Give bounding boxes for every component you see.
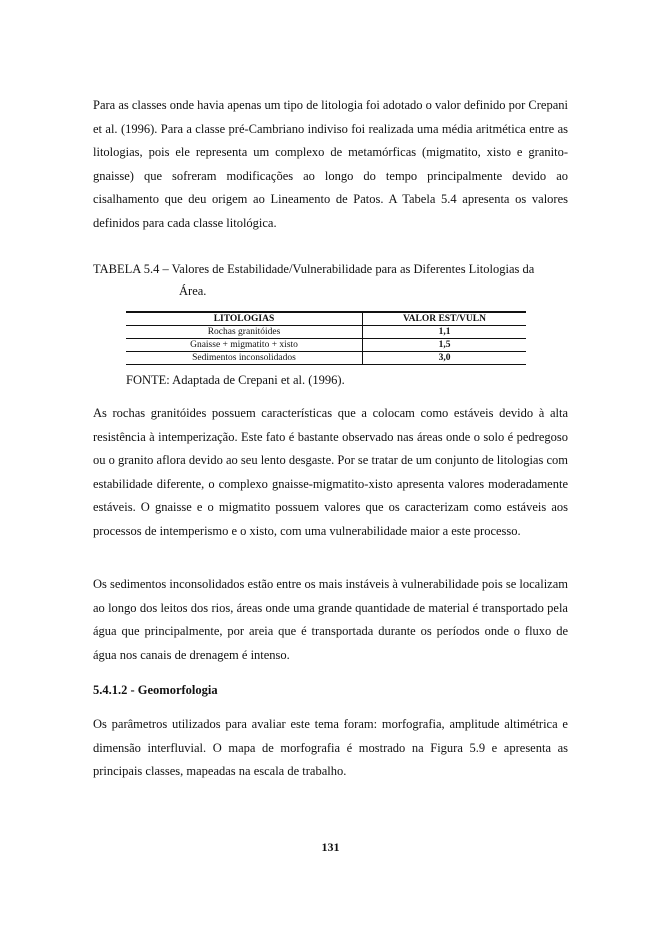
header-valor: VALOR EST/VULN	[363, 312, 527, 326]
table-row	[126, 352, 526, 365]
paragraph-sedimentos: Os sedimentos inconsolidados estão entre os mais instáveis à vulnerabilidade pois se localizam ao longo dos leitos dos rios, áreas onde uma grande quantidade de material é transportado pela água que principalmente, por areia que é transportada durante os períodos onde o fluxo de água nos canais de drenagem é intenso.	[93, 577, 568, 662]
table-caption-line1: TABELA 5.4 – Valores de Estabilidade/Vulnerabilidade para as Diferentes Litologias da	[93, 262, 535, 276]
cell-valor: 1,1	[363, 326, 527, 339]
table-header-row	[126, 312, 526, 326]
table-source: FONTE: Adaptada de Crepani et al. (1996).	[126, 373, 345, 387]
litologia-table	[126, 311, 526, 365]
table-row	[126, 326, 526, 339]
paragraph-rochas: As rochas granitóides possuem características que a colocam como estáveis devido à alta resistência à intemperização. Este fato é bastante observado nas áreas onde o solo é pedregoso ou o granito aflora devido ao seu lento desgaste. Por se tratar de um conjunto de litologias com estabilidade diferente, o complexo gnaisse-migmatito-xisto apresenta valores moderadamente estáveis. O gnaisse e o migmatito possuem valores que os caracterizam como estáveis aos processos de intemperismo e o xisto, com uma vulnerabilidade maior a este processo.	[93, 406, 568, 538]
paragraph-litologia-values: Para as classes onde havia apenas um tipo de litologia foi adotado o valor definido por Crepani et al. (1996). Para a classe pré-Cambriano indiviso foi realizada uma média aritmética entre as litologias, pois ele representa um complexo de metamórficas (migmatito, xisto e granito-gnaisse) que sofreram modificações ao longo do tempo principalmente devido ao cisalhamento que deu origem ao Lineamento de Patos. A Tabela 5.4 apresenta os valores definidos para cada classe litológica.	[93, 98, 568, 230]
paragraph-parametros: Os parâmetros utilizados para avaliar este tema foram: morfografia, amplitude altimétrica e dimensão interfluvial. O mapa de morfografia é mostrado na Figura 5.9 e apresenta as principais classes, mapeadas na escala de trabalho.	[93, 717, 568, 778]
page-number: 131	[321, 840, 340, 854]
cell-valor: 3,0	[363, 352, 527, 365]
cell-litologia: Rochas granitóides	[126, 326, 363, 339]
table-caption	[93, 258, 568, 302]
table-row	[126, 339, 526, 352]
cell-valor: 1,5	[363, 339, 527, 352]
cell-litologia: Gnaisse + migmatito + xisto	[126, 339, 363, 352]
cell-litologia: Sedimentos inconsolidados	[126, 352, 363, 365]
table-caption-line2: Área.	[179, 284, 207, 298]
section-heading: 5.4.1.2 - Geomorfologia	[93, 683, 218, 697]
header-litologias: LITOLOGIAS	[126, 312, 363, 326]
